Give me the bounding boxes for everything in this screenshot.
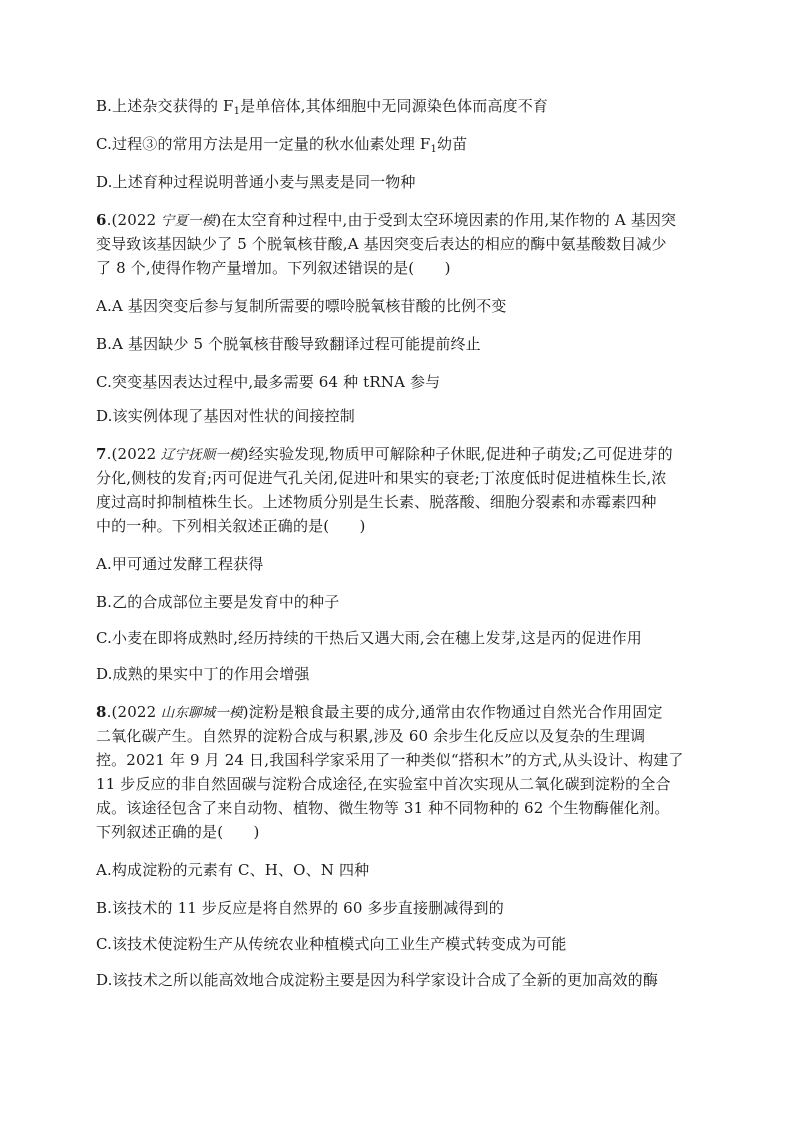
question-source: 宁夏一模	[156, 213, 216, 229]
subscript: 1	[233, 106, 241, 117]
q6-stem-line-2: 变导致该基因缺少了 5 个脱氧核苷酸,A 基因突变后表达的相应的酶中氨基酸数目减少	[96, 235, 667, 253]
question-number: 8	[96, 703, 107, 721]
q6-stem-line-3: 了 8 个,使得作物产量增加。下列叙述错误的是( )	[96, 259, 451, 277]
stem-text: )在太空育种过程中,由于受到太空环境因素的作用,某作物的 A 基因突	[215, 211, 677, 229]
stem-text: )经实验发现,物质甲可解除种子休眠,促进种子萌发;乙可促进芽的	[242, 445, 673, 463]
prev-option-d: D.上述育种过程说明普通小麦与黑麦是同一物种	[96, 173, 416, 191]
q8-option-b: B.该技术的 11 步反应是将自然界的 60 多步直接删减得到的	[96, 899, 504, 917]
q7-option-b: B.乙的合成部位主要是发育中的种子	[96, 593, 340, 611]
q7-option-a: A.甲可通过发酵工程获得	[96, 555, 264, 573]
q6-option-b: B.A 基因缺少 5 个脱氧核苷酸导致翻译过程可能提前终止	[96, 335, 481, 353]
prev-option-c-text-end: 幼苗	[437, 135, 468, 153]
q7-option-d: D.成熟的果实中丁的作用会增强	[96, 665, 310, 683]
q6-option-d: D.该实例体现了基因对性状的间接控制	[96, 407, 355, 425]
question-year: 2022	[117, 211, 157, 229]
prev-option-b-text: B.上述杂交获得的 F	[96, 97, 234, 115]
question-number: 7	[96, 445, 107, 463]
q8-option-c: C.该技术使淀粉生产从传统农业种植模式向工业生产模式转变成为可能	[96, 935, 567, 953]
q8-stem-line-3: 控。2021 年 9 月 24 日,我国科学家采用了一种类似“搭积木”的方式,从头设计、构建了	[96, 751, 684, 769]
question-year: 2022	[117, 703, 157, 721]
subscript: 1	[430, 144, 438, 155]
q8-stem-line-1	[96, 702, 708, 723]
q8-option-d: D.该技术之所以能高效地合成淀粉主要是因为科学家设计合成了全新的更加高效的酶	[96, 971, 658, 989]
q8-stem-line-4: 11 步反应的非自然固碳与淀粉合成途径,在实验室中首次实现从二氧化碳到淀粉的全合	[96, 775, 671, 793]
prev-option-c-text: C.过程③的常用方法是用一定量的秋水仙素处理 F	[96, 135, 431, 153]
prev-option-b-text-end: 是单倍体,其体细胞中无同源染色体而高度不育	[240, 97, 549, 115]
prev-option-c	[96, 134, 708, 160]
q6-stem-line-1	[96, 210, 708, 231]
question-number: 6	[96, 211, 107, 229]
question-source: 辽宁抚顺一模	[156, 447, 243, 463]
q8-stem-line-6: 下列叙述正确的是( )	[96, 823, 260, 841]
q7-stem-line-3: 度过高时抑制植株生长。上述物质分别是生长素、脱落酸、细胞分裂素和赤霉素四种	[96, 493, 657, 511]
q7-stem-line-1	[96, 444, 708, 465]
question-year: 2022	[117, 445, 157, 463]
q8-stem-line-5: 成。该途径包含了来自动物、植物、微生物等 31 种不同物种的 62 个生物酶催化剂。	[96, 799, 670, 817]
paren-open: .(	[106, 445, 118, 463]
q6-option-c: C.突变基因表达过程中,最多需要 64 种 tRNA 参与	[96, 373, 441, 391]
q7-stem-line-4: 中的一种。下列相关叙述正确的是( )	[96, 517, 366, 535]
q8-option-a: A.构成淀粉的元素有 C、H、O、N 四种	[96, 861, 370, 879]
q7-option-c: C.小麦在即将成熟时,经历持续的干热后又遇大雨,会在穗上发芽,这是丙的促进作用	[96, 629, 642, 647]
q7-stem-line-2: 分化,侧枝的发育;丙可促进气孔关闭,促进叶和果实的衰老;丁浓度低时促进植株生长,浓	[96, 469, 667, 487]
q8-stem-line-2: 二氧化碳产生。自然界的淀粉合成与积累,涉及 60 余步生化反应以及复杂的生理调	[96, 727, 646, 745]
question-source: 山东聊城一模	[156, 705, 243, 721]
stem-text: )淀粉是粮食最主要的成分,通常由农作物通过自然光合作用固定	[242, 703, 663, 721]
paren-open: .(	[106, 703, 118, 721]
paren-open: .(	[106, 211, 118, 229]
prev-option-b	[96, 96, 708, 122]
q6-option-a: A.A 基因突变后参与复制所需要的嘌呤脱氧核苷酸的比例不变	[96, 297, 507, 315]
